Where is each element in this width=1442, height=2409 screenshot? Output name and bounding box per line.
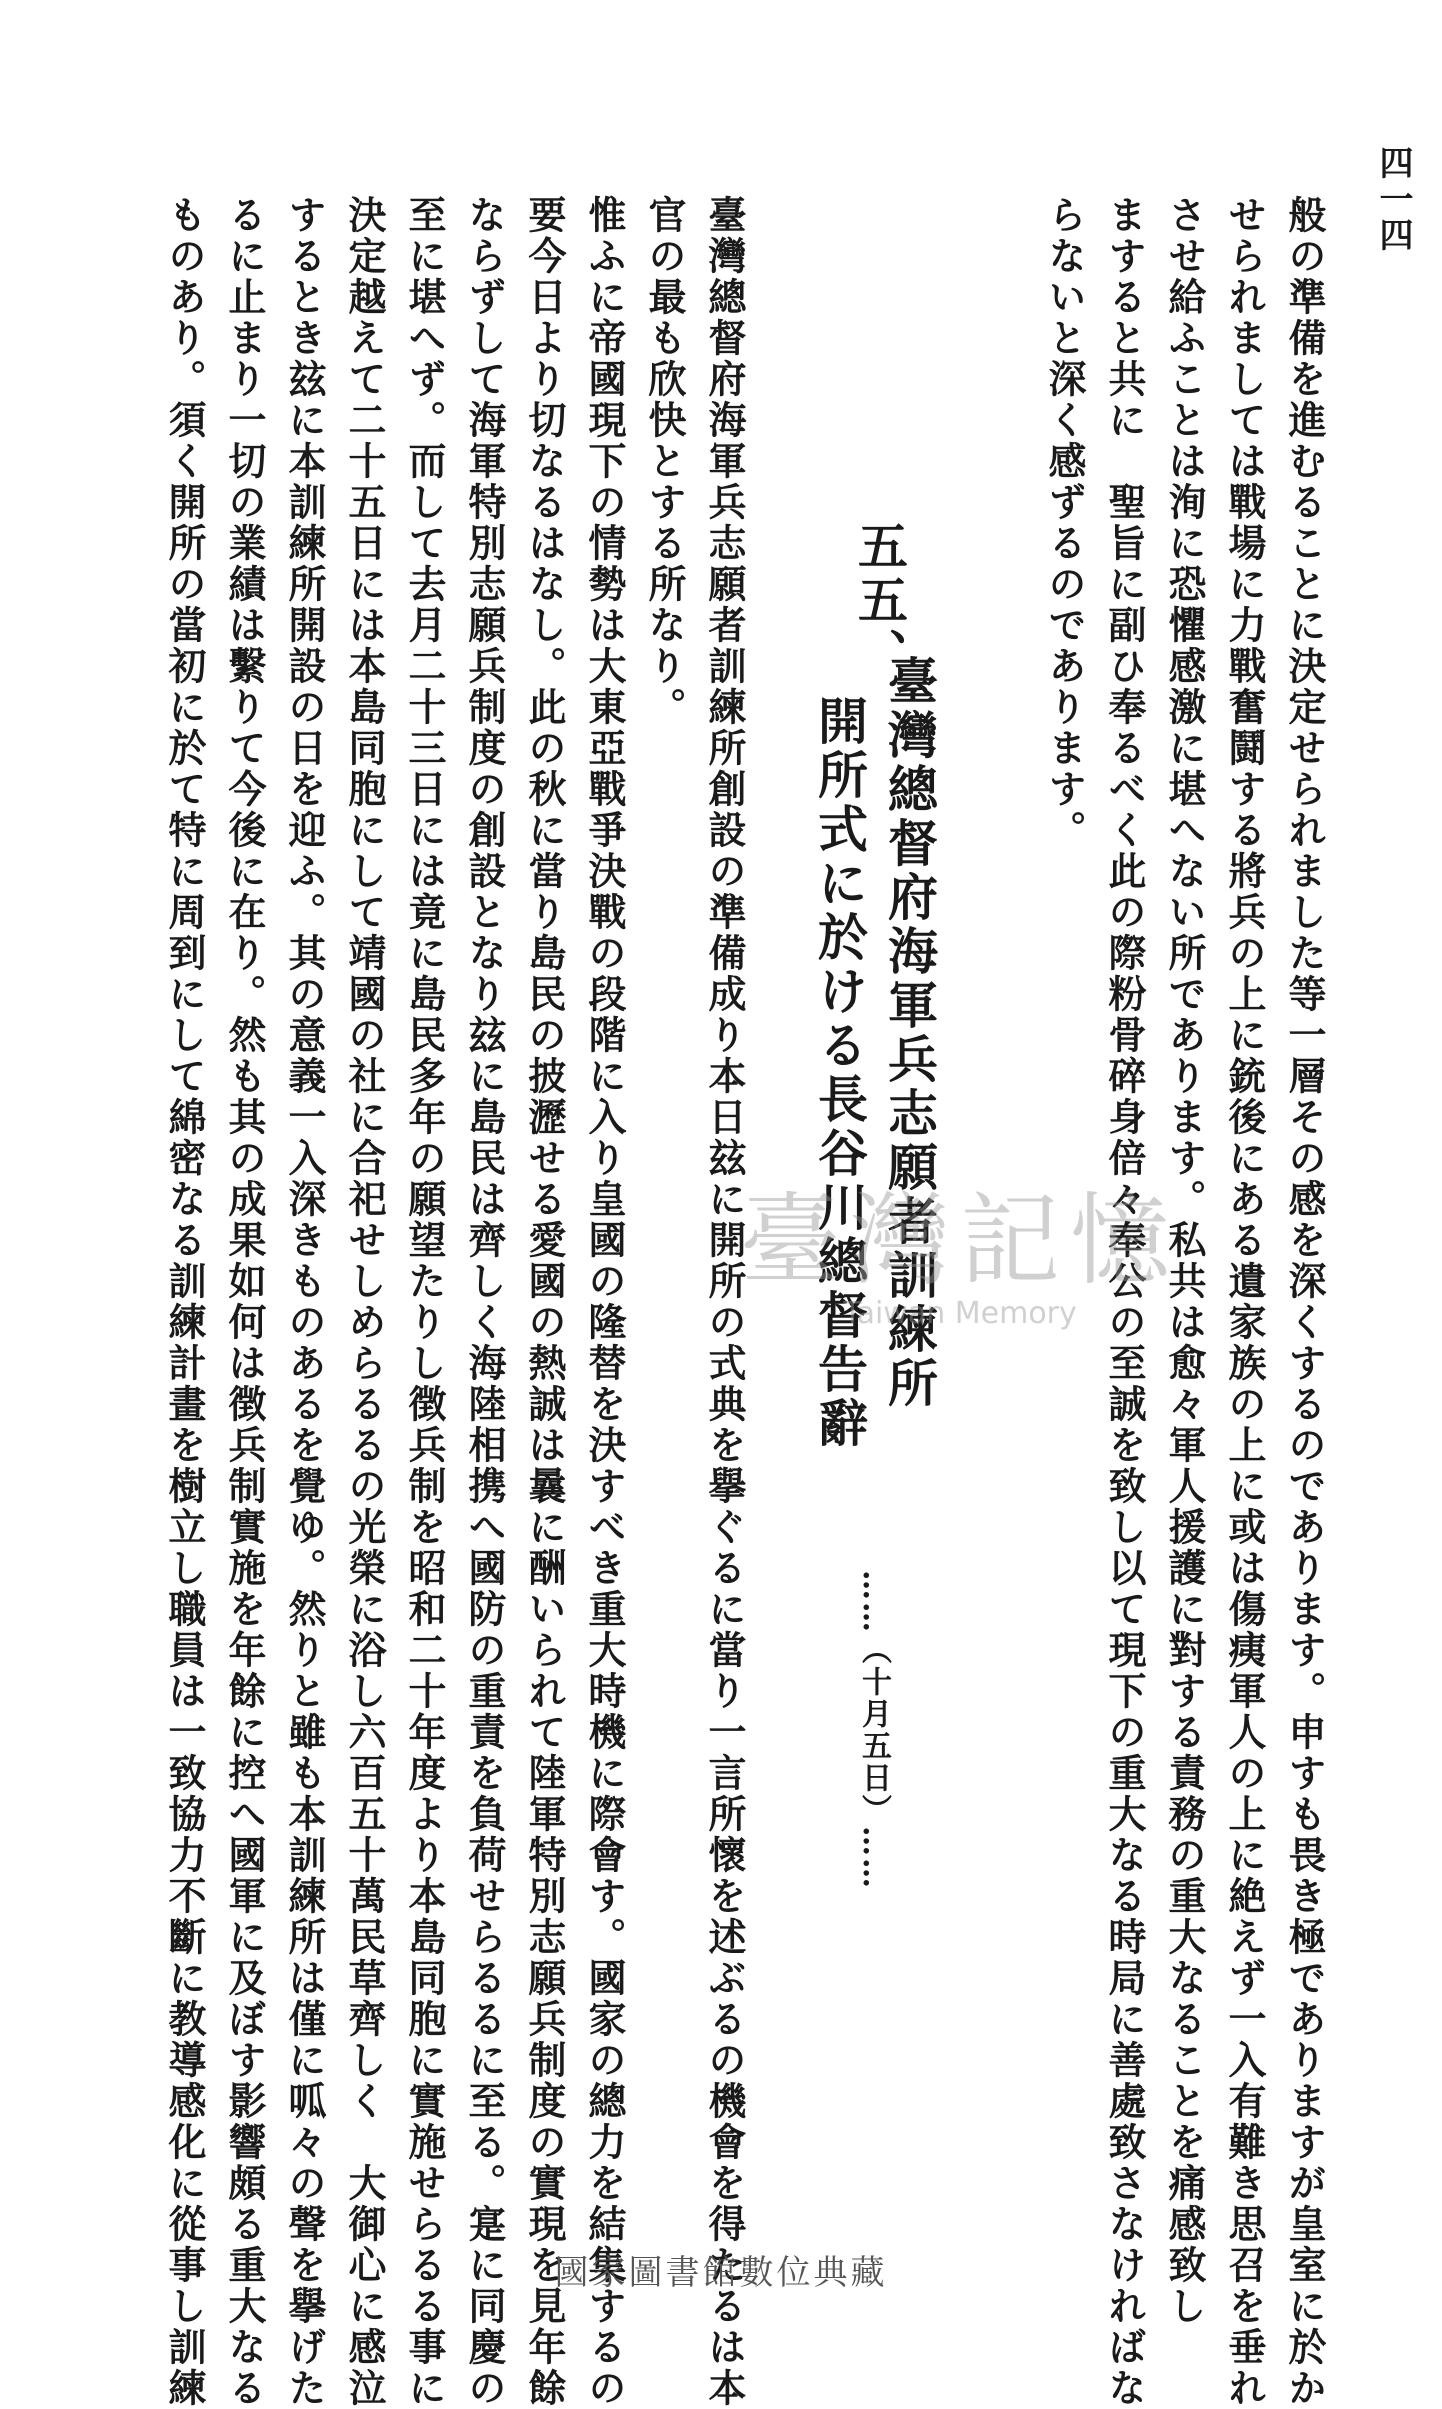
prev-text-line: らないと深く感ずるのであります。 [1042, 195, 1087, 851]
body-text-line: 至に堪へず。而して去月二十三日には竟に島民多年の願望たりし徴兵制を昭和二十年度より本島同胞に實施せらるる事に [402, 195, 447, 2409]
body-text-line: 惟ふに帝國現下の情勢は大東亞戰爭決戰の段階に入り皇國の隆替を決すべき重大時機に際會す。國家の總力を結集するの [582, 195, 627, 2409]
page-number: 四一四 [1373, 145, 1413, 253]
watermark-english: Taiwan Memory [843, 1296, 1077, 1331]
body-text-line: 官の最も欣快とする所なり。 [642, 195, 687, 728]
watermark-chinese: 臺灣記憶 [740, 1182, 1180, 1299]
prev-text-line: ますると共に 聖旨に副ひ奉るべく此の際粉骨碎身倍々奉公の至誠を致し以て現下の重大なる時局に善處致さなければな [1102, 195, 1147, 2409]
section-number: 五五、 [850, 520, 909, 682]
prev-text-line: せられましては戰場に力戰奮鬪する將兵の上に銃後にある遺家族の上に或は傷痍軍人の上に絶えず一入有難き思召を垂れ [1222, 195, 1267, 2409]
body-text-line: 臺灣總督府海軍兵志願者訓練所創設の準備成り本日玆に開所の式典を擧ぐるに當り一言所懷を述ぶるの機會を得たるは本 [702, 195, 747, 2409]
prev-text-line: 般の準備を進むることに決定せられました等一層その感を深くするのであります。申すも畏き極でありますが皇室に於か [1282, 195, 1327, 2409]
body-text-line: 決定越えて二十五日には本島同胞にして靖國の社に合祀せしめらるるの光榮に浴し六百五十萬民草齊しく 大御心に感泣 [342, 195, 387, 2409]
section-date: ……（十月五日）…… [856, 1570, 891, 1890]
body-text-line: るに止まり一切の業績は繫りて今後に在り。然も其の成果如何は徴兵制實施を年餘に控へ國軍に及ぼす影響頗る重大なる [222, 195, 267, 2409]
section-title-line1: 臺灣總督府海軍兵志願者訓練所 [880, 655, 939, 1411]
section-title-line2: 開所式に於ける長谷川總督告辭 [810, 695, 869, 1451]
prev-text-line: させ給ふことは洵に恐懼感激に堪へない所であります。私共は愈々軍人援護に對する責務の重大なることを痛感致し [1162, 195, 1207, 2327]
body-text-line: するとき玆に本訓練所開設の日を迎ふ。其の意義一入深きものあるを覺ゆ。然りと雖も本訓練所は僅に呱々の聲を擧げた [282, 195, 327, 2409]
body-text-line: ならずして海軍特別志願兵制度の創設となり玆に島民は齊しく海陸相携へ國防の重責を負荷せらるるに至る。寔に同慶の [462, 195, 507, 2409]
body-text-line: 要今日より切なるはなし。此の秋に當り島民の披瀝せる愛國の熱誠は曩に酬いられて陸軍特別志願兵制度の實現を見年餘 [522, 195, 567, 2409]
body-text-line: ものあり。須く開所の當初に於て特に周到にして綿密なる訓練計畫を樹立し職員は一致協力不斷に教導感化に從事し訓練 [162, 195, 207, 2409]
footer-archive-label: 國家圖書館數位典藏 [554, 2253, 888, 2293]
